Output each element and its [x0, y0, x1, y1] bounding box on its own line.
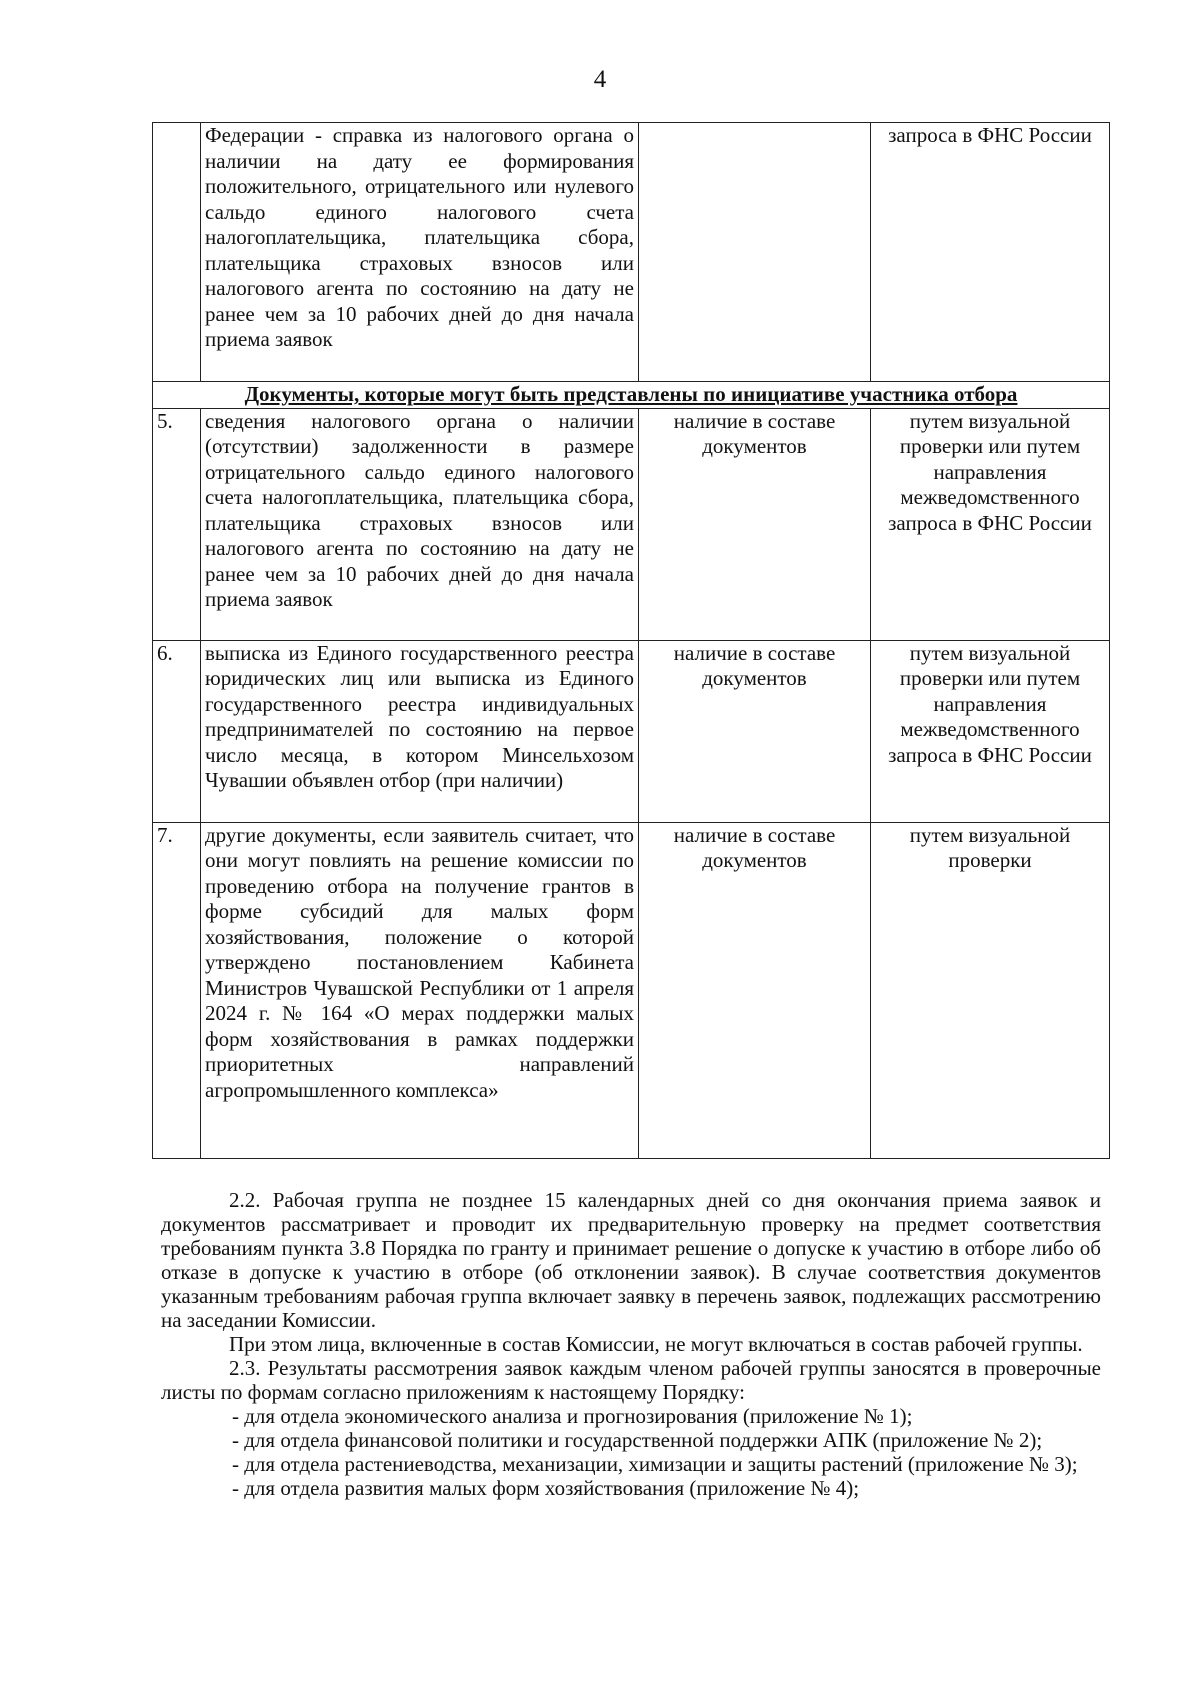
row-number: 6.: [153, 640, 201, 822]
row-number: 7.: [153, 822, 201, 1158]
body-text: [161, 1188, 1101, 1500]
row-description: выписка из Единого государственного реестра юридических лиц или выписка из Единого государственного реестра индивидуальных предпринимателей по состоянию на первое число месяца, в котором Минсельхозом Чувашии объявлен отбор (при наличии): [201, 640, 639, 822]
list-item: - для отдела финансовой политики и государственной поддержки АПК (приложение № 2);: [232, 1428, 1043, 1452]
section-heading-row: [153, 382, 1110, 409]
page-number: 4: [593, 66, 607, 93]
row-form: наличие в составе документов: [639, 640, 871, 822]
list-item: - для отдела экономического анализа и прогнозирования (приложение № 1);: [232, 1404, 913, 1428]
row-number: 5.: [153, 408, 201, 640]
table-row: [153, 408, 1110, 640]
row-form: наличие в составе документов: [639, 822, 871, 1158]
row-method: путем визуальной проверки: [871, 822, 1110, 1158]
row-description: Федерации - справка из налогового органа о наличии на дату ее формирования положительного, отрицательного или нулевого сальдо единого налогового счета налогоплательщика, плательщика сбора, плательщика страховых взносов или налогового агента по состоянию на дату не ранее чем за 10 рабочих дней до дня начала приема заявок: [201, 123, 639, 382]
paragraph-commission-members: При этом лица, включенные в состав Комиссии, не могут включаться в состав рабочей группы.: [229, 1332, 1083, 1356]
row-method: запроса в ФНС России: [871, 123, 1110, 382]
table-row: [153, 640, 1110, 822]
paragraph-2-2: 2.2. Рабочая группа не позднее 15 календарных дней со дня окончания приема заявок и документов рассматривает и проводит их предварительную проверку на предмет соответствия требованиям пункта 3.8 Порядка по гранту и принимает решение о допуске к участию в отборе либо об отказе в допуске к участию в отборе (об отклонении заявок). В случае соответствия документов указанным требованиям рабочая группа включает заявку в перечень заявок, подлежащих рассмотрению на заседании Комиссии.: [161, 1188, 1101, 1332]
documents-table: [152, 122, 1110, 1159]
row-form: наличие в составе документов: [639, 408, 871, 640]
paragraph-2-3: 2.3. Результаты рассмотрения заявок каждым членом рабочей группы заносятся в проверочные листы по формам согласно приложениям к настоящему Порядку:: [161, 1356, 1101, 1404]
row-method: путем визуальной проверки или путем направления межведомственного запроса в ФНС России: [871, 640, 1110, 822]
table-row: [153, 822, 1110, 1158]
list-item: - для отдела развития малых форм хозяйствования (приложение № 4);: [232, 1476, 860, 1500]
list-item: - для отдела растениеводства, механизации, химизации и защиты растений (приложение № 3);: [232, 1452, 1078, 1476]
row-description: сведения налогового органа о наличии (отсутствии) задолженности в размере отрицательного сальдо единого налогового счета налогоплательщика, плательщика сбора, плательщика страховых взносов или налогового агента по состоянию на дату не ранее чем за 10 рабочих дней до дня начала приема заявок: [201, 408, 639, 640]
row-form: [639, 123, 871, 382]
row-description: другие документы, если заявитель считает, что они могут повлиять на решение комиссии по проведению отбора на получение грантов в форме субсидий для малых форм хозяйствования, положение о которой утверждено постановлением Кабинета Министров Чувашской Республики от 1 апреля 2024 г. № 164 «О мерах поддержки малых форм хозяйствования в рамках поддержки приоритетных направлений агропромышленного комплекса»: [201, 822, 639, 1158]
table-row: [153, 123, 1110, 382]
section-heading: Документы, которые могут быть представлены по инициативе участника отбора: [153, 382, 1110, 409]
row-method: путем визуальной проверки или путем направления межведомственного запроса в ФНС России: [871, 408, 1110, 640]
row-number: [153, 123, 201, 382]
